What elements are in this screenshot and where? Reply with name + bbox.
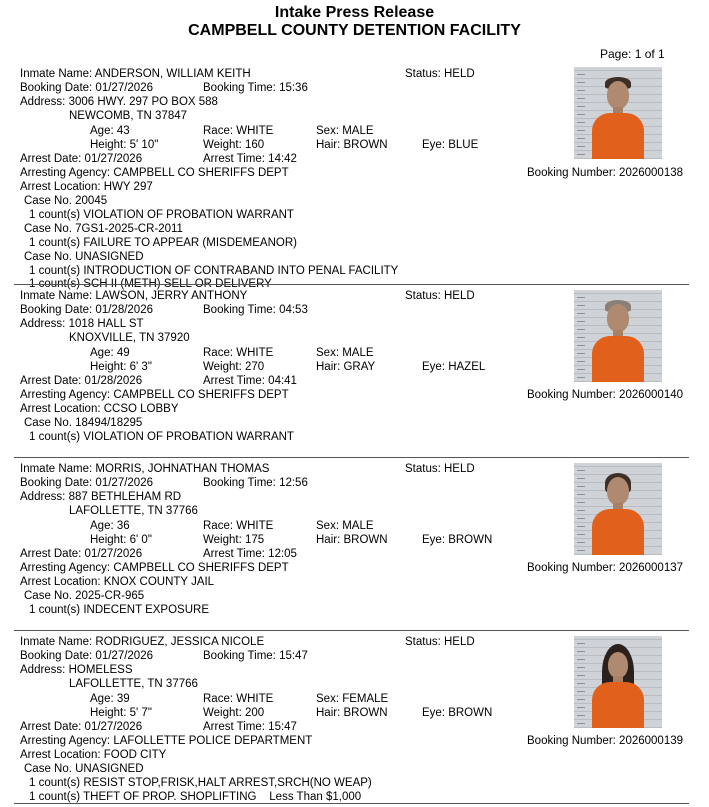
eye: Eye: BROWN xyxy=(422,707,493,719)
age: Age: 39 xyxy=(90,693,130,705)
case-number: Case No. 18494/18295 xyxy=(24,417,143,429)
weight: Weight: 175 xyxy=(203,534,265,546)
hair: Hair: BROWN xyxy=(316,534,388,546)
arrest-location: Arrest Location: HWY 297 xyxy=(20,181,153,193)
status: Status: HELD xyxy=(405,636,475,648)
charge: 1 count(s) INDECENT EXPOSURE xyxy=(29,604,210,616)
booking-time: Booking Time: 15:36 xyxy=(203,82,308,94)
eye: Eye: BLUE xyxy=(422,139,479,151)
weight: Weight: 160 xyxy=(203,139,265,151)
address-line1: Address: 1018 HALL ST xyxy=(20,318,144,330)
inmate-record xyxy=(0,635,709,805)
inmate-record xyxy=(0,462,709,622)
inmate-name: Inmate Name: MORRIS, JOHNATHAN THOMAS xyxy=(20,463,270,475)
hair: Hair: BROWN xyxy=(316,707,388,719)
weight: Weight: 270 xyxy=(203,361,265,373)
booking-date: Booking Date: 01/27/2026 xyxy=(20,650,153,662)
case-number: Case No. UNASIGNED xyxy=(24,251,144,263)
report-title: Intake Press Release xyxy=(274,4,435,21)
booking-number: Booking Number: 2026000140 xyxy=(527,389,684,401)
inmate-name: Inmate Name: LAWSON, JERRY ANTHONY xyxy=(20,290,248,302)
arrest-date: Arrest Date: 01/28/2026 xyxy=(20,375,143,387)
arrest-time: Arrest Time: 12:05 xyxy=(203,548,297,560)
arresting-agency: Arresting Agency: CAMPBELL CO SHERIFFS DEPT xyxy=(20,562,289,574)
age: Age: 49 xyxy=(90,347,130,359)
arresting-agency: Arresting Agency: LAFOLLETTE POLICE DEPARTMENT xyxy=(20,735,313,747)
record-divider xyxy=(14,630,689,631)
eye: Eye: HAZEL xyxy=(422,361,486,373)
address-line2: LAFOLLETTE, TN 37766 xyxy=(69,678,198,690)
booking-number: Booking Number: 2026000137 xyxy=(527,562,684,574)
address-line2: LAFOLLETTE, TN 37766 xyxy=(69,505,198,517)
race: Race: WHITE xyxy=(203,693,274,705)
race: Race: WHITE xyxy=(203,347,274,359)
inmate-name: Inmate Name: ANDERSON, WILLIAM KEITH xyxy=(20,68,251,80)
booking-number: Booking Number: 2026000138 xyxy=(527,167,684,179)
charge: 1 count(s) INTRODUCTION OF CONTRABAND INTO PENAL FACILITY xyxy=(29,265,399,277)
age: Age: 43 xyxy=(90,125,130,137)
hair: Hair: GRAY xyxy=(316,361,376,373)
age: Age: 36 xyxy=(90,520,130,532)
status: Status: HELD xyxy=(405,290,475,302)
mugshot-photo xyxy=(574,463,662,555)
arrest-date: Arrest Date: 01/27/2026 xyxy=(20,548,143,560)
arrest-location: Arrest Location: FOOD CITY xyxy=(20,749,167,761)
hair: Hair: BROWN xyxy=(316,139,388,151)
charge: 1 count(s) RESIST STOP,FRISK,HALT ARREST,SRCH(NO WEAP) xyxy=(29,777,372,789)
arrest-time: Arrest Time: 04:41 xyxy=(203,375,297,387)
booking-time: Booking Time: 15:47 xyxy=(203,650,308,662)
weight: Weight: 200 xyxy=(203,707,265,719)
case-number: Case No. 2025-CR-965 xyxy=(24,590,145,602)
arresting-agency: Arresting Agency: CAMPBELL CO SHERIFFS DEPT xyxy=(20,167,289,179)
facility-name: CAMPBELL COUNTY DETENTION FACILITY xyxy=(188,22,521,39)
arrest-time: Arrest Time: 15:47 xyxy=(203,721,297,733)
page-number: Page: 1 of 1 xyxy=(600,47,665,61)
booking-date: Booking Date: 01/28/2026 xyxy=(20,304,153,316)
eye: Eye: BROWN xyxy=(422,534,493,546)
mugshot-photo xyxy=(574,636,662,728)
sex: Sex: MALE xyxy=(316,125,374,137)
booking-number: Booking Number: 2026000139 xyxy=(527,735,684,747)
arresting-agency: Arresting Agency: CAMPBELL CO SHERIFFS DEPT xyxy=(20,389,289,401)
height: Height: 6' 3" xyxy=(90,361,152,373)
booking-time: Booking Time: 12:56 xyxy=(203,477,308,489)
race: Race: WHITE xyxy=(203,520,274,532)
sex: Sex: MALE xyxy=(316,520,374,532)
charge: 1 count(s) FAILURE TO APPEAR (MISDEMEANOR) xyxy=(29,237,297,249)
sex: Sex: MALE xyxy=(316,347,374,359)
address-line2: NEWCOMB, TN 37847 xyxy=(69,110,188,122)
record-divider xyxy=(14,284,689,285)
arrest-date: Arrest Date: 01/27/2026 xyxy=(20,721,143,733)
booking-date: Booking Date: 01/27/2026 xyxy=(20,477,153,489)
record-divider xyxy=(14,803,689,804)
charge: 1 count(s) VIOLATION OF PROBATION WARRANT xyxy=(29,209,294,221)
status: Status: HELD xyxy=(405,463,475,475)
arrest-date: Arrest Date: 01/27/2026 xyxy=(20,153,143,165)
charge: 1 count(s) VIOLATION OF PROBATION WARRANT xyxy=(29,431,294,443)
address-line1: Address: 887 BETHLEHAM RD xyxy=(20,491,182,503)
charge: 1 count(s) SCH II (METH) SELL OR DELIVERY xyxy=(29,278,272,290)
address-line1: Address: HOMELESS xyxy=(20,664,133,676)
arrest-location: Arrest Location: CCSO LOBBY xyxy=(20,403,179,415)
mugshot-photo xyxy=(574,290,662,382)
booking-date: Booking Date: 01/27/2026 xyxy=(20,82,153,94)
height: Height: 5' 7" xyxy=(90,707,152,719)
status: Status: HELD xyxy=(405,68,475,80)
inmate-record xyxy=(0,67,709,290)
arrest-time: Arrest Time: 14:42 xyxy=(203,153,297,165)
address-line2: KNOXVILLE, TN 37920 xyxy=(69,332,190,344)
charge: 1 count(s) THEFT OF PROP. SHOPLIFTING Less Than $1,000 xyxy=(29,791,362,803)
inmate-record xyxy=(0,289,709,449)
arrest-location: Arrest Location: KNOX COUNTY JAIL xyxy=(20,576,215,588)
inmate-name: Inmate Name: RODRIGUEZ, JESSICA NICOLE xyxy=(20,636,265,648)
case-number: Case No. 7GS1-2025-CR-2011 xyxy=(24,223,183,235)
sex: Sex: FEMALE xyxy=(316,693,389,705)
race: Race: WHITE xyxy=(203,125,274,137)
record-divider xyxy=(14,457,689,458)
height: Height: 5' 10" xyxy=(90,139,159,151)
address-line1: Address: 3006 HWY. 297 PO BOX 588 xyxy=(20,96,218,108)
booking-time: Booking Time: 04:53 xyxy=(203,304,308,316)
height: Height: 6' 0" xyxy=(90,534,152,546)
mugshot-photo xyxy=(574,67,662,159)
case-number: Case No. 20045 xyxy=(24,195,108,207)
case-number: Case No. UNASIGNED xyxy=(24,763,144,775)
